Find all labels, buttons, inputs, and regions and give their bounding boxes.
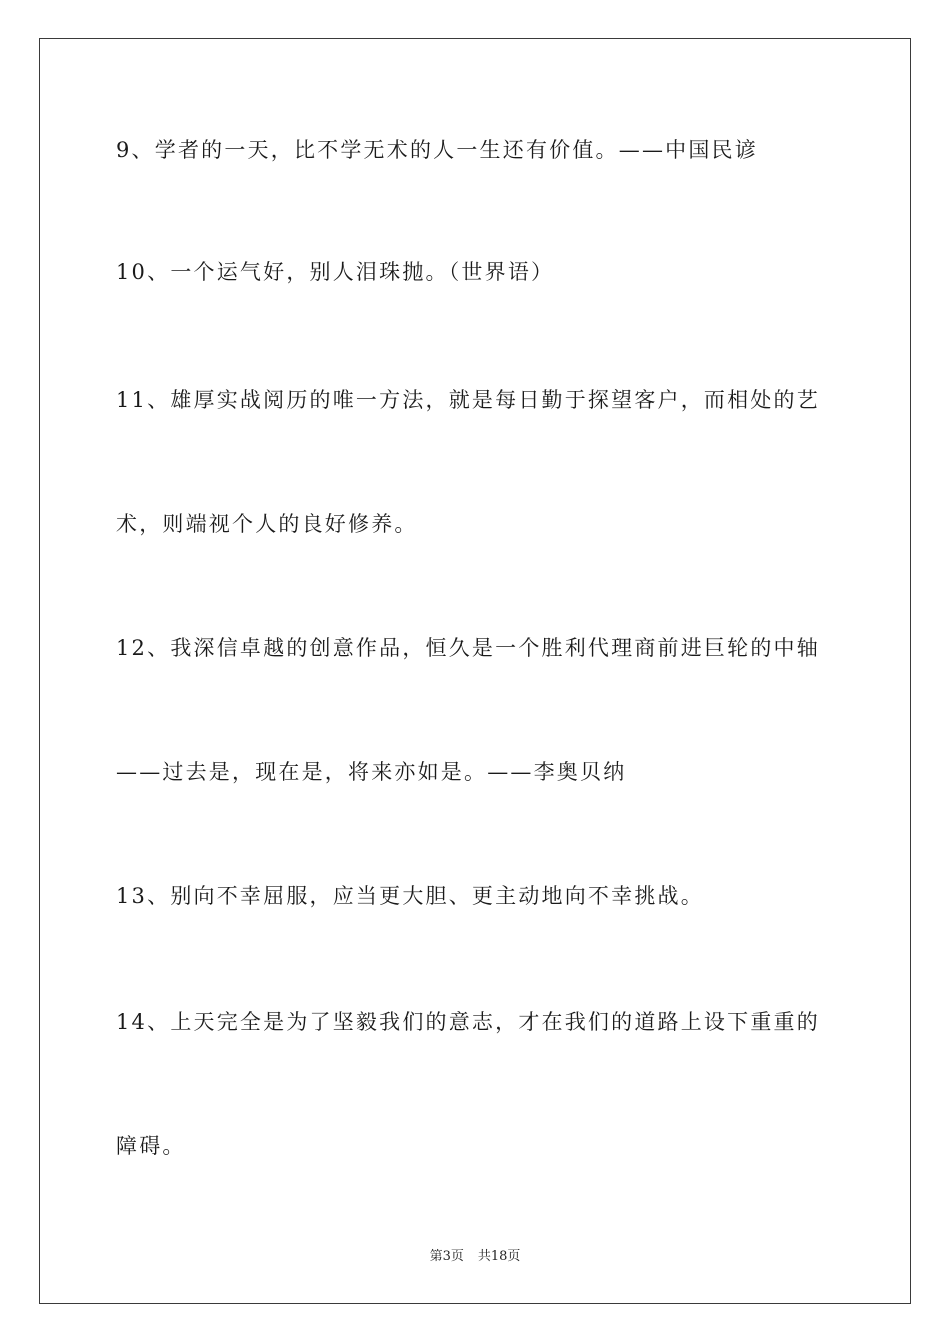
page-total: 共18页 [477, 1249, 521, 1264]
quote-11-line-1: 11、雄厚实战阅历的唯一方法，就是每日勤于探望客户，而相处的艺 [116, 388, 820, 412]
quote-11-line-2: 术，则端视个人的良好修养。 [116, 512, 418, 536]
quote-14-line-1: 14、上天完全是为了坚毅我们的意志，才在我们的道路上设下重重的 [116, 1010, 820, 1034]
page-footer [0, 1248, 950, 1266]
quote-14-line-2: 障碍。 [116, 1134, 186, 1158]
quote-13-line: 13、别向不幸屈服，应当更大胆、更主动地向不幸挑战。 [116, 884, 704, 908]
quote-12-line-1: 12、我深信卓越的创意作品，恒久是一个胜利代理商前进巨轮的中轴 [116, 636, 820, 660]
quote-9-line: 9、学者的一天，比不学无术的人一生还有价值。——中国民谚 [116, 138, 758, 162]
quote-10-line: 10、一个运气好，别人泪珠抛。（世界语） [116, 260, 555, 284]
page-frame [39, 38, 911, 1304]
page-number: 第3页 [429, 1249, 464, 1264]
quote-12-line-2: ——过去是，现在是，将来亦如是。——李奥贝纳 [116, 760, 627, 784]
